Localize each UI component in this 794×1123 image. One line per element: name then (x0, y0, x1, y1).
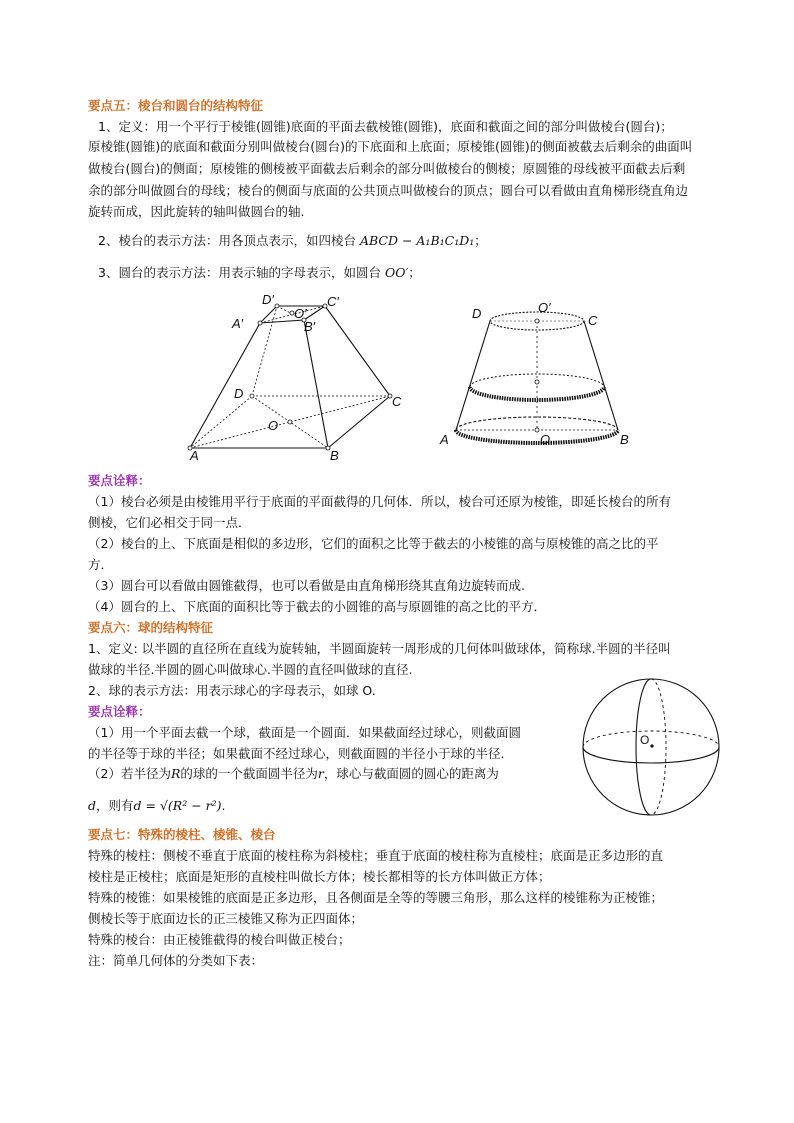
note2-text-b: 的球的一个截面圆半径为 (180, 766, 318, 781)
cone-frustum-notation-end: ； (408, 265, 421, 280)
paragraph-line: 余的部分叫做圆台的母线；棱台的侧面与底面的公共顶点叫做棱台的顶点；圆台可以看做由直角梯形绕直角边 (88, 183, 689, 198)
frustum-notation-math: ABCD − A₁B₁C₁D₁ (359, 233, 475, 248)
label-O: O (268, 418, 279, 433)
note-line (88, 797, 226, 815)
paragraph-line: 侧棱长等于底面边长的正三棱锥又称为正四面体； (88, 911, 364, 926)
paragraph-line: 1、定义: 以半圆的直径所在直线为旋转轴，半圆面旋转一周形成的几何体叫做球体，简称球.半圆的半径叫 (88, 641, 671, 656)
paragraph-line: 2、球的表示方法：用表示球心的字母表示，如球 O. (88, 683, 376, 698)
section-heading-special: 要点七：特殊的棱柱、棱锥、棱台 (88, 827, 276, 842)
cone-label-C: C (588, 313, 598, 328)
note2-text-c: ，球心与截面圆的圆心的距离为 (323, 766, 499, 781)
sphere-figure (580, 676, 724, 818)
cone-label-B: B (620, 432, 629, 447)
sphere-center (650, 744, 653, 747)
notes-heading: 要点诠释： (88, 704, 151, 719)
section-heading-sphere: 要点六：球的结构特征 (88, 620, 214, 635)
notes-heading: 要点诠释： (88, 473, 151, 488)
note2-R: R (170, 766, 181, 781)
paragraph-line: 注：简单几何体的分类如下表： (88, 953, 264, 968)
note-line: （1）用一个平面去截一个球，截面是一个圆面．如果截面经过球心，则截面圆 (88, 725, 521, 740)
label-A1: A′ (232, 316, 244, 331)
label-D: D (234, 386, 244, 401)
note-line: 方． (88, 557, 114, 572)
paragraph-line: 旋转而成，因此旋转的轴叫做圆台的轴. (88, 204, 305, 219)
paragraph-line: 做棱台(圆台)的侧面；原棱锥的侧棱被平面截去后剩余的部分叫做棱台的侧棱；原圆锥的母线被平面截去后剩 (88, 161, 686, 176)
label-B1: B′ (304, 319, 316, 334)
note-line: （2）棱台的上、下底面是相似的多边形，它们的面积之比等于截去的小棱锥的高与原棱锥的高之比的平 (88, 536, 659, 551)
sphere-label-O: O (640, 733, 650, 747)
paragraph-line: 原棱锥(圆锥)的底面和截面分别叫做棱台(圆台)的下底面和上底面；原棱锥(圆锥)的侧面被截去后剩余的曲面叫 (88, 139, 693, 154)
note-line (88, 765, 499, 783)
note2-r: r (317, 766, 324, 781)
note2-text-a: （2）若半径为 (88, 766, 171, 781)
label-B: B (330, 448, 339, 463)
note3-end: . (221, 798, 226, 813)
paragraph-line: 特殊的棱台：由正棱锥截得的棱台叫做正棱台； (88, 932, 351, 947)
frustum-notation-end: ； (474, 233, 487, 248)
label-D1: D′ (262, 292, 274, 307)
paragraph-line: 做球的半径.半圆的圆心叫做球心.半圆的直径叫做球的直径. (88, 662, 413, 677)
note-line: （4）圆台的上、下底面的面积比等于截去的小圆锥的高与原圆锥的高之比的平方． (88, 599, 546, 614)
cone-label-D: D (472, 306, 482, 321)
label-C1: C′ (327, 294, 339, 309)
note-line: 的半径等于球的半径；如果截面不经过球心，则截面圆的半径小于球的半径． (88, 746, 514, 761)
paragraph-line: 棱柱是正棱柱；底面是矩形的直棱柱叫做长方体；棱长都相等的长方体叫做正方体； (88, 869, 551, 884)
note3-text: ，则有 (96, 798, 134, 813)
label-O1: O′ (294, 306, 307, 321)
cone-label-O1: O′ (538, 300, 551, 315)
note-line: 侧棱，它们必相交于同一点． (88, 515, 251, 530)
cone-label-O: O (540, 432, 551, 447)
note-line: （1）棱台必须是由棱锥用平行于底面的平面截得的几何体．所以，棱台可还原为棱锥，即延长棱台的所有 (88, 494, 671, 509)
cone-frustum-figure (438, 292, 638, 452)
frustum-notation-line (98, 232, 487, 250)
paragraph-line: 1、定义：用一个平行于棱锥(圆锥)底面的平面去截棱锥(圆锥)，底面和截面之间的部分叫做棱台(圆台)； (98, 119, 673, 134)
section-heading-frustum: 要点五：棱台和圆台的结构特征 (88, 98, 264, 113)
frustum-figure (180, 288, 410, 468)
paragraph-line: 特殊的棱柱：侧棱不垂直于底面的棱柱称为斜棱柱；垂直于底面的棱柱称为直棱柱；底面是正多边形的直 (88, 848, 664, 863)
cone-frustum-notation-line (98, 264, 421, 282)
label-C: C (392, 394, 402, 409)
cone-frustum-notation-text: 3、圆台的表示方法：用表示轴的字母表示，如圆台 (98, 265, 381, 280)
distance-formula: d = √(R² − r²) (133, 798, 222, 813)
cone-label-A: A (440, 432, 449, 447)
cone-frustum-notation-math: OO′ (384, 265, 409, 280)
note3-d: d (88, 798, 97, 813)
note-line: （3）圆台可以看做由圆锥截得，也可以看做是由直角梯形绕其直角边旋转而成. (88, 578, 525, 593)
label-A: A (190, 448, 199, 463)
frustum-notation-text: 2、棱台的表示方法：用各顶点表示，如四棱台 (98, 233, 356, 248)
paragraph-line: 特殊的棱锥：如果棱锥的底面是正多边形，且各侧面是全等的等腰三角形，那么这样的棱锥称为正棱锥； (88, 890, 664, 905)
